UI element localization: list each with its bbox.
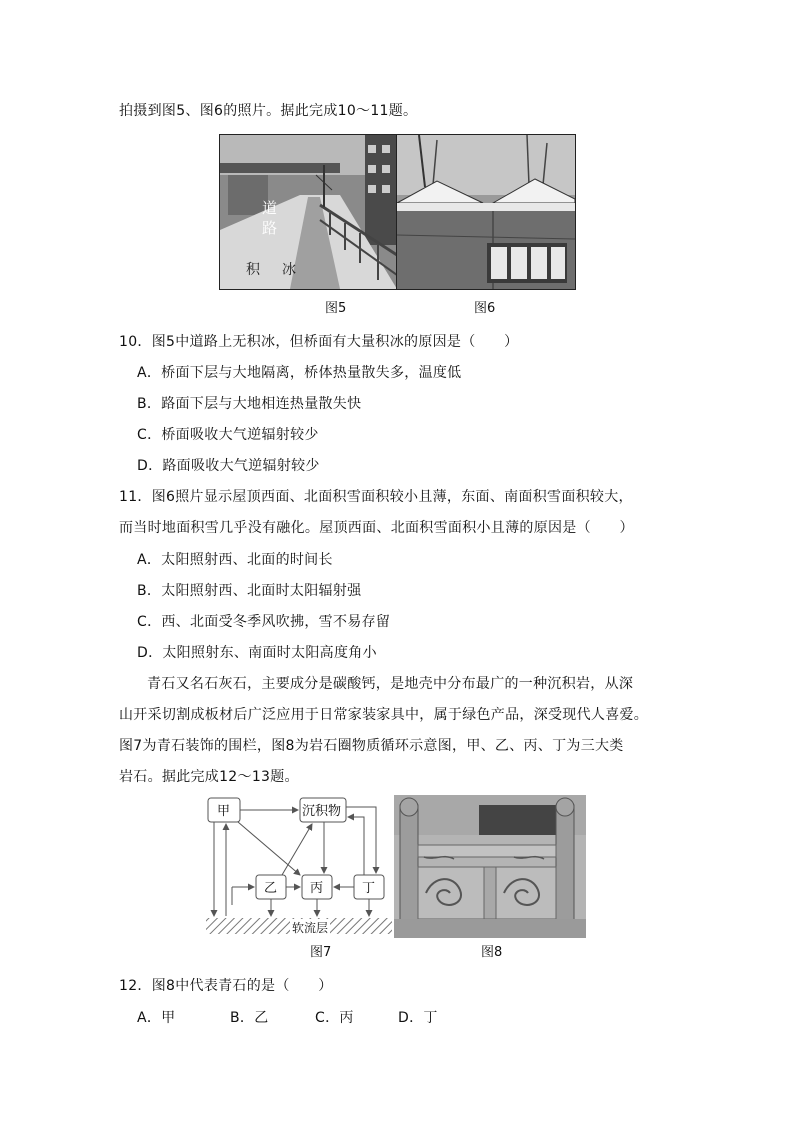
figure-6-photo <box>396 134 576 290</box>
question-10-stem: 10．图5中道路上无积冰，但桥面有大量积冰的原因是（ ） <box>119 334 519 350</box>
box-yi-label: 乙 <box>264 881 278 896</box>
figure-8-railing-illustration <box>394 795 586 938</box>
question-11-stem-line-1: 11．图6照片显示屋顶西面、北面积雪面积较小且薄，东面、南面积雪面积较大， <box>119 489 633 505</box>
passage-line-2: 山开采切割成板材后广泛应用于日常家装家具中，属于绿色产品，深受现代人喜爱。 <box>119 707 649 723</box>
fig5-label-ice-2: 冰 <box>282 262 296 278</box>
passage-line-1: 青石又名石灰石，主要成分是碳酸钙，是地壳中分布最广的一种沉积岩，从深 <box>147 676 634 692</box>
figure-7-rock-cycle-diagram <box>204 795 394 938</box>
question-10-option-c: C．桥面吸收大气逆辐射较少 <box>137 427 319 443</box>
figure-8-photo <box>394 795 586 938</box>
question-11-option-c: C．西、北面受冬季风吹拂，雪不易存留 <box>137 614 391 630</box>
figure-5-caption: 图5 <box>325 301 347 316</box>
figure-5-photo <box>219 134 398 290</box>
question-12-option-a: A．甲 <box>137 1010 176 1026</box>
box-bing-label: 丙 <box>310 881 324 896</box>
question-11-option-d: D．太阳照射东、南面时太阳高度角小 <box>137 645 377 661</box>
question-11-stem-line-2: 而当时地面积雪几乎没有融化。屋顶西面、北面积雪面积小且薄的原因是（ ） <box>119 520 634 536</box>
figure-8-caption: 图8 <box>481 945 503 960</box>
fig5-label-ice-1: 积 <box>246 262 260 278</box>
figure-6-caption: 图6 <box>474 301 496 316</box>
passage-line-3: 图7为青石装饰的围栏，图8为岩石圈物质循环示意图，甲、乙、丙、丁为三大类 <box>119 738 624 754</box>
rock-cycle-svg <box>204 795 394 938</box>
question-10-option-a: A．桥面下层与大地隔离，桥体热量散失多，温度低 <box>137 365 462 381</box>
box-jia-label: 甲 <box>217 804 231 819</box>
passage-line-4: 岩石。据此完成12～13题。 <box>119 769 299 785</box>
question-10-option-d: D．路面吸收大气逆辐射较少 <box>137 458 320 474</box>
asthenosphere-label: 软流层 <box>292 921 329 935</box>
question-12-stem: 12．图8中代表青石的是（ ） <box>119 978 333 994</box>
box-ding-label: 丁 <box>362 881 376 896</box>
question-10-option-b: B．路面下层与大地相连热量散失快 <box>137 396 362 412</box>
box-sediment-label: 沉积物 <box>302 804 342 819</box>
intro-text: 拍摄到图5、图6的照片。据此完成10～11题。 <box>119 103 418 119</box>
fig5-label-road-2: 路 <box>262 219 278 237</box>
question-12-option-c: C．丙 <box>315 1010 354 1026</box>
fig5-label-road-1: 道 <box>262 199 278 217</box>
question-11-option-b: B．太阳照射西、北面时太阳辐射强 <box>137 583 362 599</box>
question-12-option-b: B．乙 <box>230 1010 269 1026</box>
figure-7-caption: 图7 <box>310 945 332 960</box>
question-11-option-a: A．太阳照射西、北面的时间长 <box>137 552 333 568</box>
figure-6-illustration <box>397 135 575 289</box>
question-12-option-d: D．丁 <box>398 1010 438 1026</box>
